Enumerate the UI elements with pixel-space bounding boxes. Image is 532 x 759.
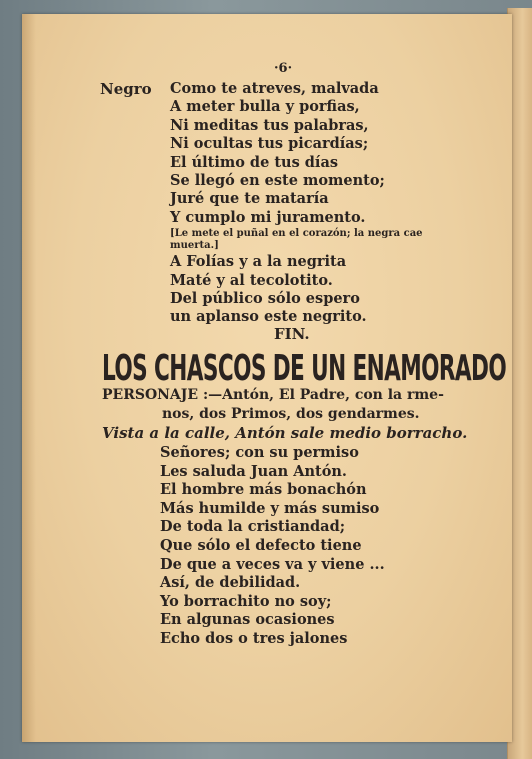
fin-marker: FIN. (274, 325, 310, 343)
verse-line: Juré que te mataría (170, 190, 329, 208)
play-title: LOS CHASCOS DE UN ENAMORADO (102, 348, 507, 389)
verse-line: un aplanso este negrito. (170, 308, 367, 326)
book-page (22, 14, 512, 742)
verse-line: Más humilde y más sumiso (160, 499, 380, 517)
verse-line: Que sólo el defecto tiene (160, 536, 362, 554)
verse-line: Como te atreves, malvada (170, 80, 379, 97)
verse-line: El hombre más bonachón (160, 481, 367, 499)
verse-line: A Folías y a la negrita (170, 253, 347, 271)
verse-line: Del público sólo espero (170, 290, 360, 308)
scene-setting: Vista a la calle, Antón sale medio borracho. (102, 424, 468, 442)
verse-line: Se llegó en este momento; (170, 172, 385, 190)
verse-line: Y cumplo mi juramento. (170, 208, 366, 226)
verse-line: Señores; con su permiso (160, 444, 359, 461)
verse-line: Yo borrachito no soy; (160, 592, 332, 610)
verse-line: Ni meditas tus palabras, (170, 116, 369, 134)
page-number: ·6· (274, 61, 293, 76)
verse-line: De toda la cristiandad; (160, 518, 346, 536)
verse-line: Echo dos o tres jalones (160, 629, 348, 647)
stage-direction: [Le mete el puñal en el corazón; la negra cae muerta.] (170, 228, 423, 251)
verse-line: Así, de debilidad. (160, 574, 301, 592)
verse-line: Ni ocultas tus picardías; (170, 135, 369, 153)
verse-line: Maté y al tecolotito. (170, 271, 333, 289)
cast-list (102, 386, 482, 424)
speaker-name: Negro (100, 80, 152, 98)
verse-line: A meter bulla y porfias, (170, 98, 360, 116)
verse-line: El último de tus días (170, 153, 338, 171)
verse-block-a (170, 80, 440, 327)
verse-line: Les saluda Juan Antón. (160, 462, 347, 480)
verse-line: En algunas ocasiones (160, 611, 335, 629)
verse-line: De que a veces va y viene ... (160, 555, 385, 573)
verse-block-c (160, 444, 385, 649)
cast-line: nos, dos Primos, dos gendarmes. (162, 406, 420, 422)
cast-line: PERSONAJE :—Antón, El Padre, con la rme- (102, 387, 444, 403)
